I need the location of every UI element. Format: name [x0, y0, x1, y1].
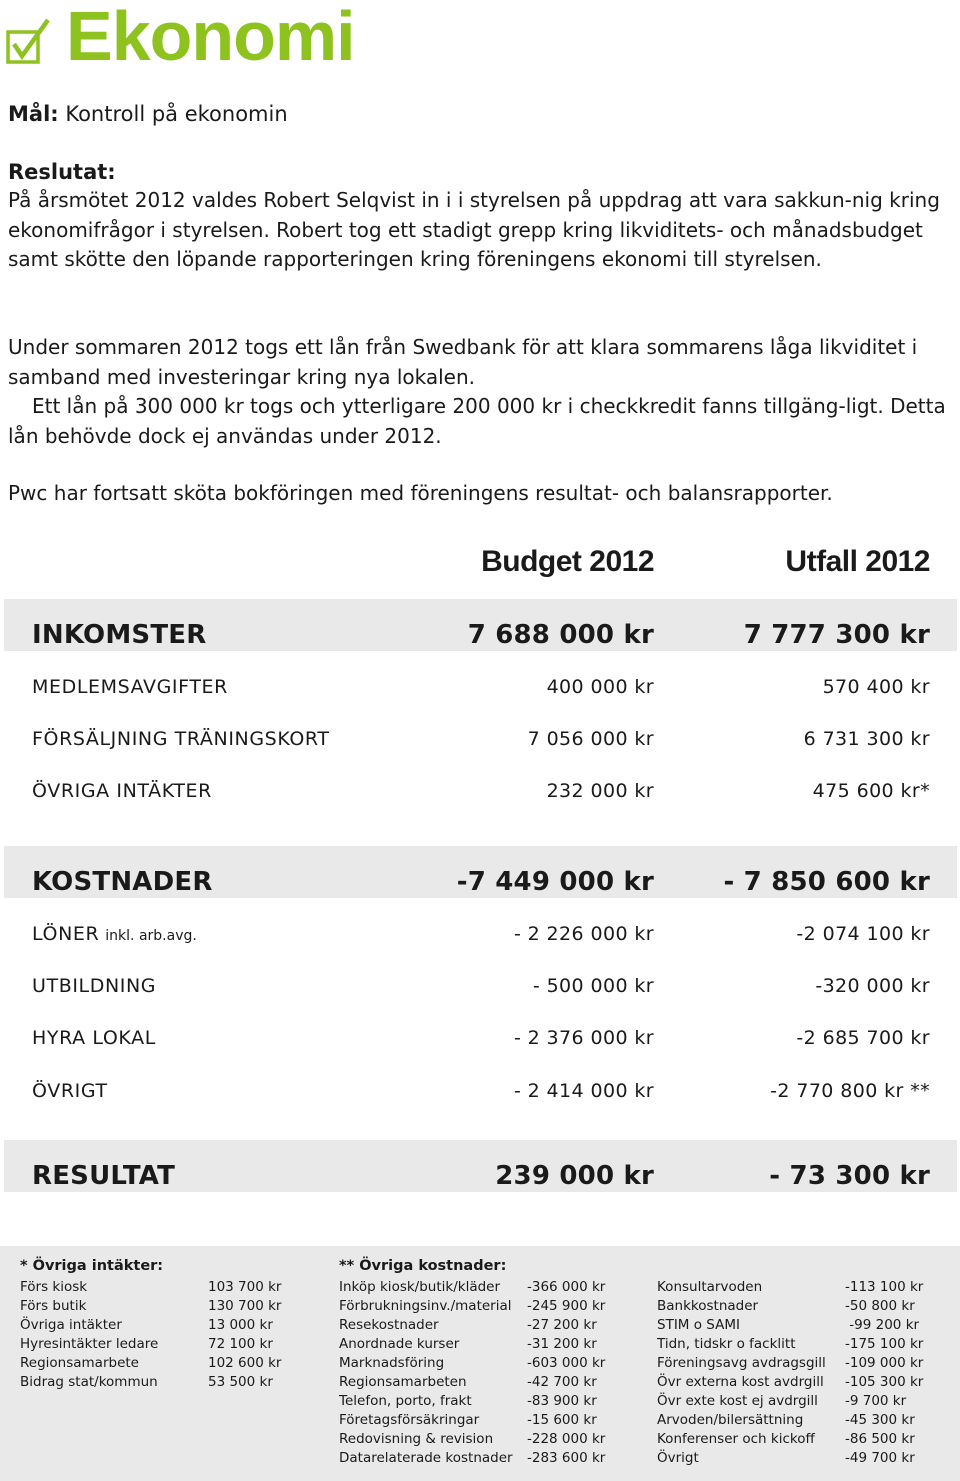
list-item-value: -283 600 kr	[527, 1450, 606, 1466]
row-label: HYRA LOKAL	[32, 1027, 156, 1049]
list-item-value: -366 000 kr	[527, 1279, 606, 1295]
list-item-value: -175 100 kr	[845, 1336, 924, 1352]
list-item: Förbrukningsinv./material	[339, 1298, 512, 1314]
table-row	[0, 719, 960, 759]
list-item: Övrigt	[657, 1450, 699, 1466]
row-label-note: inkl. arb.avg.	[105, 928, 197, 944]
outcome-value: - 7 850 600 kr	[723, 867, 930, 897]
paragraph-loan: Under sommaren 2012 togs ett lån från Swedbank för att klara sommarens låga likviditet i samband med investeringar kring nya lokalen.	[8, 335, 918, 389]
footnote-income-values	[208, 1278, 282, 1392]
list-item: Föreningsavg avdragsgill	[657, 1355, 826, 1371]
list-item-value: -228 000 kr	[527, 1431, 606, 1447]
income-total-row	[0, 615, 960, 655]
list-item-value: -15 600 kr	[527, 1412, 597, 1428]
list-item: Marknadsföring	[339, 1355, 445, 1371]
paragraph-accounting: Pwc har fortsatt sköta bokföringen med föreningens resultat- och balansrapporter.	[8, 481, 833, 505]
paragraph-credit-text: Ett lån på 300 000 kr togs och ytterligare 200 000 kr i checkkredit fanns tillgäng-ligt. Detta lån behövde dock ej användas under 2012.	[8, 394, 946, 448]
list-item: Bankkostnader	[657, 1298, 759, 1314]
list-item-value: -49 700 kr	[845, 1450, 915, 1466]
list-item-value: 130 700 kr	[208, 1298, 282, 1314]
outcome-value: -2 685 700 kr	[796, 1027, 930, 1049]
row-label: FÖRSÄLJNING TRÄNINGSKORT	[32, 728, 330, 750]
outcome-value: -320 000 kr	[815, 975, 930, 997]
result-row	[0, 1156, 960, 1196]
footnote-cost-values-b	[845, 1278, 923, 1468]
list-item: Regionsamarbeten	[339, 1374, 467, 1390]
outcome-value: - 73 300 kr	[769, 1161, 930, 1191]
outcome-value: 7 777 300 kr	[743, 620, 930, 650]
row-label: KOSTNADER	[32, 867, 213, 897]
table-row	[0, 667, 960, 707]
list-item: Bidrag stat/kommun	[20, 1374, 158, 1390]
goal-text: Kontroll på ekonomin	[65, 102, 288, 126]
footnote-cost-heading: ** Övriga kostnader:	[339, 1258, 507, 1274]
budget-value: - 2 226 000 kr	[513, 923, 654, 945]
budget-value: - 2 414 000 kr	[513, 1080, 654, 1102]
budget-value: 7 056 000 kr	[527, 728, 654, 750]
column-header-outcome: Utfall 2012	[785, 545, 930, 578]
budget-value: - 500 000 kr	[532, 975, 654, 997]
outcome-value: -2 074 100 kr	[796, 923, 930, 945]
list-item-value: -45 300 kr	[845, 1412, 915, 1428]
goal-label: Mål:	[8, 102, 59, 126]
budget-value: 7 688 000 kr	[467, 620, 654, 650]
list-item: Regionsamarbete	[20, 1355, 139, 1371]
list-item-value: -105 300 kr	[845, 1374, 924, 1390]
list-item-value: -50 800 kr	[845, 1298, 915, 1314]
list-item-value: -603 000 kr	[527, 1355, 606, 1371]
list-item: Övr exte kost ej avdrgill	[657, 1393, 818, 1409]
row-label: MEDLEMSAVGIFTER	[32, 676, 228, 698]
list-item: Övriga intäkter	[20, 1317, 122, 1333]
list-item-value: 103 700 kr	[208, 1279, 282, 1295]
list-item-value: -9 700 kr	[845, 1393, 907, 1409]
list-item-value: 53 500 kr	[208, 1374, 273, 1390]
budget-value: -7 449 000 kr	[456, 867, 654, 897]
list-item-value: -27 200 kr	[527, 1317, 597, 1333]
list-item: Hyresintäkter ledare	[20, 1336, 159, 1352]
outcome-value: -2 770 800 kr **	[770, 1080, 930, 1102]
list-item: Anordnade kurser	[339, 1336, 460, 1352]
list-item: Redovisning & revision	[339, 1431, 494, 1447]
paragraph-credit	[8, 392, 952, 451]
table-row	[0, 1018, 960, 1058]
column-header-budget: Budget 2012	[481, 545, 654, 578]
row-label	[32, 914, 197, 956]
list-item-value: -86 500 kr	[845, 1431, 915, 1447]
footnote-cost-values-a	[527, 1278, 605, 1468]
budget-value: 232 000 kr	[546, 780, 654, 802]
footnote-income-labels	[20, 1278, 158, 1392]
row-label: RESULTAT	[32, 1161, 176, 1191]
list-item-value: -113 100 kr	[845, 1279, 924, 1295]
list-item: Resekostnader	[339, 1317, 439, 1333]
list-item: Tidn, tidskr o facklitt	[657, 1336, 796, 1352]
checkbox-checked-icon	[6, 18, 52, 64]
list-item-value: 102 600 kr	[208, 1355, 282, 1371]
list-item: Telefon, porto, frakt	[339, 1393, 472, 1409]
list-item: Datarelaterade kostnader	[339, 1450, 513, 1466]
list-item: Företagsförsäkringar	[339, 1412, 480, 1428]
page-header	[0, 0, 960, 75]
paragraph-board: På årsmötet 2012 valdes Robert Selqvist in i i styrelsen på uppdrag att vara sakkun-nig kring ekonomifrågor i styrelsen. Robert tog ett stadigt grepp kring likviditets- och månadsbudget samt skötte den löpande rapporteringen kring föreningens ekonomi till styrelsen.	[8, 188, 940, 271]
list-item: Förs butik	[20, 1298, 87, 1314]
table-row	[0, 771, 960, 811]
list-item: STIM o SAMI	[657, 1317, 740, 1333]
costs-total-row	[0, 862, 960, 902]
table-row	[0, 1071, 960, 1111]
list-item-value: -99 200 kr	[845, 1317, 920, 1333]
list-item: Förs kiosk	[20, 1279, 88, 1295]
list-item-value: -109 000 kr	[845, 1355, 924, 1371]
page-title: Ekonomi	[66, 0, 355, 75]
budget-value: 239 000 kr	[495, 1161, 654, 1191]
list-item: Konferenser och kickoff	[657, 1431, 815, 1447]
list-item-value: 72 100 kr	[208, 1336, 273, 1352]
outcome-value: 6 731 300 kr	[803, 728, 930, 750]
table-row	[0, 966, 960, 1006]
table-row	[0, 914, 960, 954]
list-item: Konsultarvoden	[657, 1279, 763, 1295]
list-item-value: -31 200 kr	[527, 1336, 597, 1352]
budget-value: - 2 376 000 kr	[513, 1027, 654, 1049]
list-item: Inköp kiosk/butik/kläder	[339, 1279, 501, 1295]
footnote-cost-labels-b	[657, 1278, 826, 1468]
list-item-value: -245 900 kr	[527, 1298, 606, 1314]
list-item: Övr externa kost avdrgill	[657, 1374, 824, 1390]
row-label: UTBILDNING	[32, 975, 157, 997]
outcome-value: 570 400 kr	[822, 676, 930, 698]
row-label: ÖVRIGT	[32, 1080, 108, 1102]
list-item-value: 13 000 kr	[208, 1317, 273, 1333]
row-label-text: LÖNER	[32, 923, 100, 945]
budget-value: 400 000 kr	[546, 676, 654, 698]
list-item: Arvoden/bilersättning	[657, 1412, 804, 1428]
result-heading: Reslutat:	[8, 160, 116, 184]
outcome-value: 475 600 kr*	[812, 780, 930, 802]
list-item-value: -42 700 kr	[527, 1374, 597, 1390]
footnote-cost-labels-a	[339, 1278, 513, 1468]
goal-line	[8, 100, 288, 128]
list-item-value: -83 900 kr	[527, 1393, 597, 1409]
row-label: ÖVRIGA INTÄKTER	[32, 780, 212, 802]
footnote-income-heading: * Övriga intäkter:	[20, 1258, 164, 1274]
row-label: INKOMSTER	[32, 620, 207, 650]
